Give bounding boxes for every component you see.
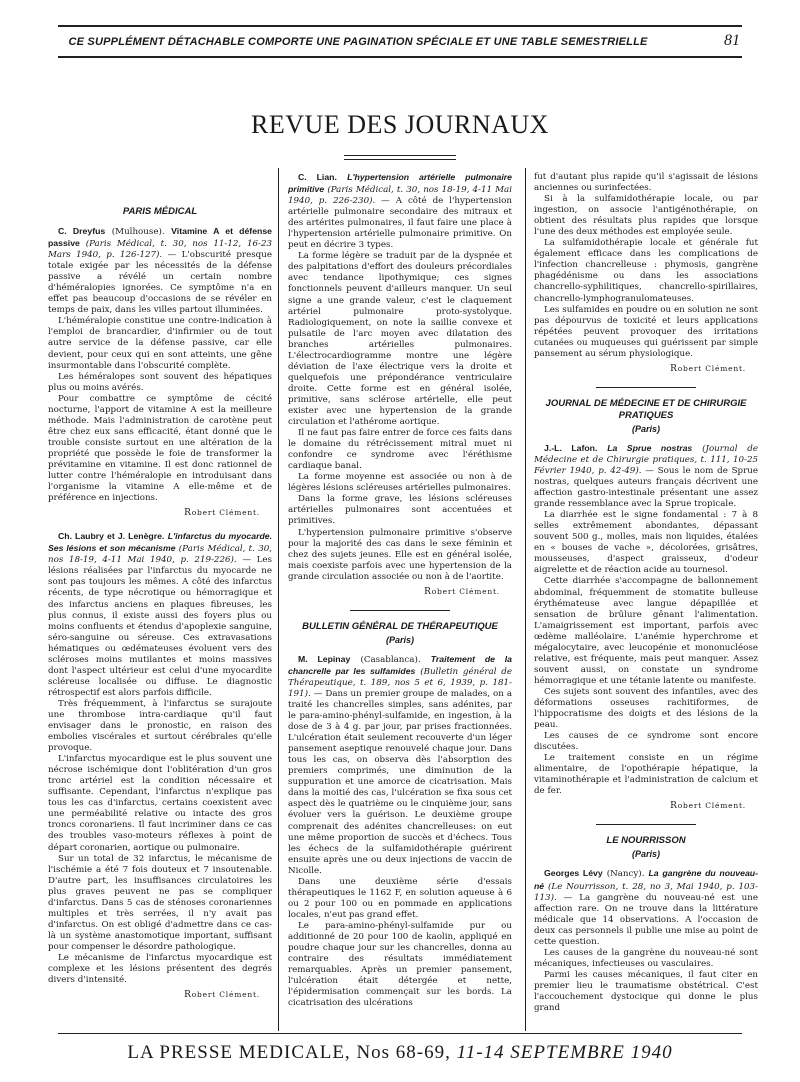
section-subheading: (Paris) — [385, 634, 414, 645]
paragraph: Très fréquemment, à l'infarctus se surajoute une thrombose intra-cardiaque qu'il faut envisager dans le pronostic, en raison des embolies viscérales et surtout cérébrales qu'elle provoque. — [48, 698, 272, 754]
article-author: C. Lian. — [298, 172, 337, 182]
article-source: (Paris Médical, t. 30, nos 18-19, 4-11 Mai 1940, p. 219-226). — [48, 544, 272, 566]
paragraph: L'hypertension pulmonaire primitive s'observe pour la majorité des cas dans le sexe féminin et chez des sujets jeunes. Elle est en général isolée, mais coexiste parfois avec une hypertension de la grande circulation associée ou non à de l'aortite. — [288, 527, 512, 582]
article-author: Ch. Laubry et J. Lenègre. — [58, 531, 165, 542]
page-number: 81 — [724, 32, 740, 49]
signature: Robert Clément. — [184, 990, 260, 1001]
paragraph: La diarrhée est le signe fondamental : 7 à 8 selles extrêmement abondantes, dépassant souvent 500 g., molles, mais non liquides, étalées en « bouses de vache », décolorées, grisâtres, mousseuses, d'aspect graisseux, d'odeur aigrelette et de réaction acide au tournesol. — [534, 510, 758, 576]
paragraph: Dans une deuxième série d'essais thérapeutiques le 1162 F, en solution aqueuse à 6 ou 2 pour 100 ou en pommade en applications locales, n'eut pas grand effet. — [288, 876, 512, 920]
paragraph: Le mécanisme de l'infarctus myocardique est complexe et les lésions présentent des degrés divers d'intensité. — [48, 953, 272, 986]
page-title: REVUE DES JOURNAUX — [251, 110, 549, 139]
article-source: (Journal de Médecine et de Chirurgie pratiques, t. 111, 10-25 Février 1940, p. 42-49). — [534, 443, 758, 476]
header-rule — [58, 56, 742, 58]
article-source: (Paris Médical, t. 30, nos 18-19, 4-11 Mai 1940, p. 226-230). — [288, 185, 512, 207]
section-rule — [350, 610, 450, 611]
column-1 — [48, 200, 272, 1040]
section-heading: LE NOURRISSON — [606, 835, 686, 847]
paragraph: Si à la sulfamidothérapie locale, ou par ingestion, on associe l'antigénothérapie, on obtient des résultats plus rapides que lorsque l'une des deux méthodes est employée seule. — [534, 194, 758, 238]
title-rule-2 — [344, 159, 456, 160]
signature: Robert Clément. — [670, 363, 746, 374]
article-text: — A côté de l'hypertension artérielle pulmonaire secondaire des mitraux et des artérites pulmonaires, il faut faire une place à l'hypertension artérielle pulmonaire primitive. On peut en décrire 3 types. — [288, 196, 512, 251]
footer-rule — [58, 1033, 742, 1034]
paragraph: Sur un total de 32 infarctus, le mécanisme de l'ischémie a été 7 fois douteux et 7 insoutenable. D'autre part, les insuffisances circulatoires les plus graves peuvent ne pas se compliquer d'infarctus. Dans 5 cas de sténoses coronariennes multiples et très serrées, il n'y avait pas d'infarctus. On est obligé d'admettre dans ce cas-là un système anastomotique important, suffisant pour compenser le désordre pathologique. — [48, 853, 272, 952]
article-text: — Les lésions réalisées par l'infarctus du myocarde ne sont pas toujours les mêmes. A côté des infarctus récents, de type nécrotique ou hémorragique et des infarctus anciens en plaques fibreuses, les plus connus, il existe aussi des foyers plus ou moins confluents et étendus d'apoplexie sanguine, séro-sanguine ou séreuse. Ces extravasations hématiques ou œdémateuses évoluent vers des scléroses moins mutilantes et moins massives dont l'aspect ultérieur est celui d'une myocardite scléreuse localisée ou diffuse. Le diagnostic rétrospectif est alors parfois difficile. — [48, 555, 272, 698]
paragraph: La forme légère se traduit par de la dyspnée et des palpitations d'effort des douleurs précordiales avec tendance lipothymique; ces signes fonctionnels peuvent d'ailleurs manquer. Un seul signe a une grande valeur, c'est le claquement artériel pulmonaire proto-systolyque. Radiologiquement, on note la saillie convexe et pulsatile de l'arc moyen avec dilatation des branches artérielles pulmonaires. L'électrocardiogramme montre une légère déviation de l'axe électrique vers la droite et quelquefois une prépondérance ventriculaire droite. Cette forme est en général isolée, primitive, sans sclérose artérielle, elle peut exister avec une hypertension de la grande circulation et l'athérome aortique. — [288, 251, 512, 428]
column-separator-2 — [525, 168, 526, 1031]
article-affiliation: (Casablanca). — [360, 654, 421, 665]
article-author: M. Lepinay — [298, 653, 351, 664]
article-title: Vitamine A et défense passive — [48, 226, 272, 249]
article-text: — Dans un premier groupe de malades, on a traité les chancrelles simples, sans adénites, par le para-amino-phényl-sulfamide, en ingestion, à la dose de 3 à 4 g. par jour, par prises fractionnées. L'ulcération était seulement recouverte d'un léger pansement aseptique renouvelé chaque jour. Dans tous les cas, on observa dès l'absorption des premiers comprimés, une diminution de la suppuration et une amorce de cicatrisation. Mais dans la moitié des cas, l'ulcération se fixa sous cet aspect dès le quatrième ou le cinquième jour, sans évoluer vers la guérison. Le deuxième groupe comprenait des adénites chancrelleuses: on eut une même proportion de succès et d'échecs. Tous les échecs de la sulfamidothérapie guérirent ensuite après une ou deux injections de vaccin de Nicolle. — [288, 688, 512, 876]
paragraph: Le traitement consiste en un régime alimentaire, de l'opothérapie hépatique, la vitaminothérapie et l'administration de calcium et de fer. — [534, 753, 758, 797]
article-intro — [288, 172, 512, 251]
article-title: L'infarctus du myocarde. Ses lésions et son mécanisme — [48, 531, 272, 554]
article-source: (Bulletin général de Thérapeutique, t. 189, nos 5 et 6, 1939, p. 181-191). — [288, 666, 512, 699]
article-author: J.-L. Lafon. — [544, 442, 598, 453]
article-intro — [534, 443, 758, 510]
paragraph: Les héméralopes sont souvent des hépatiques plus ou moins avérés. — [48, 371, 272, 393]
paragraph: fut d'autant plus rapide qu'il s'agissait de lésions anciennes ou surinfectées. — [534, 172, 758, 194]
article-author: C. Dreyfus — [58, 226, 106, 236]
article-affiliation: (Mulhouse). — [111, 227, 165, 237]
article-title: Traitement de la chancrelle par les sulfamides — [288, 653, 512, 676]
paragraph: Les causes de ce syndrome sont encore discutées. — [534, 731, 758, 753]
title-rule — [344, 155, 456, 156]
section-rule — [596, 387, 696, 388]
article-text: — La gangrène du nouveau-né est une affection rare. On ne trouve dans la littérature médicale que 14 observations. A l'occasion de deux cas personnels il publie une mise au point de cette question. — [534, 892, 758, 947]
paragraph: Parmi les causes mécaniques, il faut citer en premier lieu le traumatisme obstétrical. C'est l'accouchement dystocique qui donne le plus grand — [534, 969, 758, 1014]
footer-date: 11-14 SEPTEMBRE 1940 — [456, 1042, 673, 1063]
article-text: — Sous le nom de Sprue nostras, quelques auteurs français décrivent une affection gastro-intestinale présentant une assez grande ressemblance avec la Sprue tropicale. — [534, 465, 758, 510]
article-text: — L'obscurité presque totale exigée par les nécessités de la défense passive a révélé un certain nombre d'héméralopies ignorées. Ce symptôme n'a en effet pas beaucoup d'occasions de se révéler en temps de paix, dans les villes partout illuminées. — [48, 250, 272, 316]
article-title: La gangrène du nouveau-né — [534, 868, 758, 891]
top-rule — [58, 25, 742, 27]
section-subheading: (Paris) — [631, 849, 660, 860]
article-intro — [48, 531, 272, 699]
paragraph: Les sulfamides en poudre ou en solution ne sont pas dépourvus de toxicité et leurs applications répétées peuvent provoquer des irritations cutanées ou muqueuses qui guérissent par simple pansement au sérum physiologique. — [534, 304, 758, 359]
paragraph: Cette diarrhée s'accompagne de ballonnement abdominal, fréquemment de stomatite bulleuse érythémateuse avec langue dépapillée et sensation de brûlure gênant l'alimentation. L'amaigrissement est important, parfois avec œdème malléolaire. L'anémie hyperchrome et mégalocytaire, avec leucopénie et mononucléose relative, est fréquente, mais peut manquer. Assez souvent aussi, on constate un syndrome hémorragique et une tétanie latente ou manifeste. — [534, 576, 758, 686]
signature: Robert Clément. — [424, 586, 500, 597]
footer-issue: Nos 68-69, — [356, 1042, 451, 1063]
paragraph: L'héméralopie constitue une contre-indication à l'emploi de brancardier, d'infirmier ou de tout autre service de la défense passive, car elle devient, pour ceux qui en sont atteints, une gêne insurmontable dans l'obscurité complète. — [48, 316, 272, 371]
paragraph: Pour combattre ce symptôme de cécité nocturne, l'apport de vitamine A est la meilleure méthode. Mais l'administration de carotène peut être chez eux sans efficacité, étant donné que le trouble consiste surtout en une altération de la propriété que possède le foie de transformer la prévitamine en vitamine. Il est donc rationnel de lutter contre l'héméralopie en introduisant dans l'organisme la vitamine A elle-même et de préférence en injections. — [48, 393, 272, 504]
article-affiliation: (Nancy). — [606, 869, 645, 880]
article-title: L'hypertension artérielle pulmonaire primitive — [288, 172, 512, 195]
column-separator-1 — [278, 168, 279, 1031]
paragraph: La forme moyenne est associée ou non à de légères lésions scléreuses artérielles pulmonaires. — [288, 472, 512, 494]
article-title: La Sprue nostras — [607, 442, 693, 453]
paragraph: Ces sujets sont souvent des infantiles, avec des déformations osseuses rachitiformes, de l'hippocratisme des doigts et des lésions de la peau. — [534, 686, 758, 731]
article-author: Georges Lévy — [544, 868, 603, 879]
signature: Robert Clément. — [184, 508, 260, 519]
article-intro — [288, 654, 512, 877]
footer — [58, 1042, 742, 1064]
paragraph: L'infarctus myocardique est le plus souvent une nécrose ischémique dont l'oblitération d'un gros tronc artériel est la condition nécessaire et suffisante. Cependant, l'infarctus n'explique pas tous les cas d'infarctus, certains coexistent avec une perméabilité relative ou intacte des gros troncs coronariens. Il faut incriminer dans ce cas des troubles vaso-moteurs réflexes à point de départ coronarien, aortique ou pulmonaire. — [48, 754, 272, 853]
paragraph: Le para-amino-phényl-sulfamide pur ou additionné de 20 pour 100 de kaolin, appliqué en poudre chaque jour sur les chancrelles, donna au contraire des résultats immédiatement remarquables. Après un premier pansement, l'ulcération était détergée et nette, l'épidermisation commençait sur les bords. La cicatrisation des ulcérations — [288, 920, 512, 1009]
paragraph: La sulfamidothérapie locale et générale fut également efficace dans les complications de l'infection chancrelleuse : phymosis, gangrène phagédénisme ou dans les associations chancrello-syphilitiques, chancrello-spirillaires, chancrello-lymphogranulomateuses. — [534, 238, 758, 304]
section-heading: JOURNAL DE MÉDECINE ET DE CHIRURGIE PRATIQUES — [545, 397, 747, 421]
article-source: (Le Nourrisson, t. 28, no 3, Mai 1940, p. 103-113). — [534, 881, 758, 903]
paragraph: Dans la forme grave, les lésions scléreuses artérielles pulmonaires sont accentuées et primitives. — [288, 494, 512, 527]
article-intro — [534, 868, 758, 947]
footer-journal: LA PRESSE MEDICALE, — [127, 1042, 351, 1063]
section-heading: PARIS MÉDICAL — [122, 206, 198, 217]
section-rule — [596, 824, 696, 825]
article-intro — [48, 226, 272, 316]
article-source: (Paris Médical, t. 30, nos 11-12, 16-23 Mars 1940, p. 126-127). — [48, 239, 272, 261]
section-subheading: (Paris) — [631, 423, 660, 434]
signature: Robert Clément. — [670, 801, 746, 812]
paragraph: Les causes de la gangrène du nouveau-né sont mécaniques, infectieuses ou vasculaires. — [534, 947, 758, 969]
paragraph: Il ne faut pas faire entrer de force ces faits dans le domaine du rétrécissement mitral muet ni confondre ce syndrome avec l'éréthisme cardiaque banal. — [288, 428, 512, 472]
running-header: CE SUPPLÉMENT DÉTACHABLE COMPORTE UNE PAGINATION SPÉCIALE ET UNE TABLE SEMESTRIELLE — [68, 36, 648, 48]
section-heading: BULLETIN GÉNÉRAL DE THÉRAPEUTIQUE — [302, 620, 498, 632]
column-3 — [534, 172, 758, 1032]
column-2 — [288, 172, 512, 1032]
